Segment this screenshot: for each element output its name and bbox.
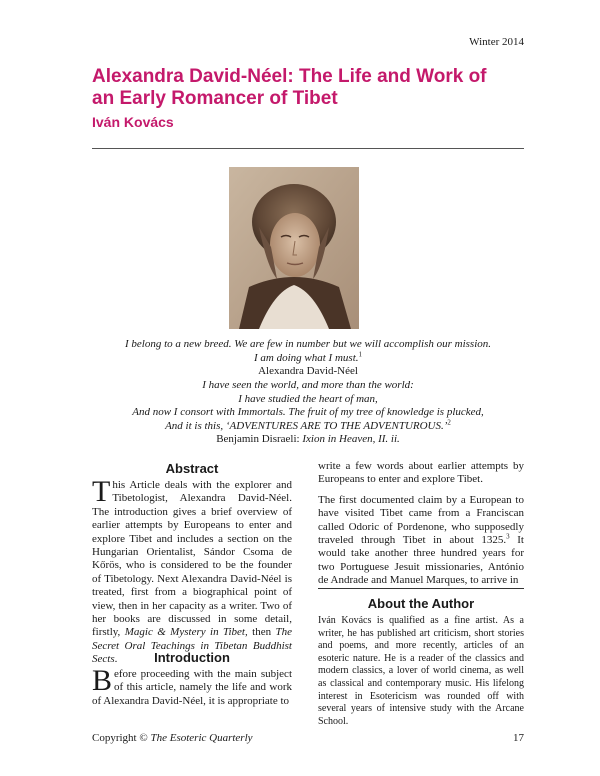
epigraph-1-line-1: I belong to a new breed. We are few in number but we will accomplish our mission. [124, 338, 492, 350]
epigraph-disraeli [92, 379, 524, 447]
epigraph-2-line-4: And it is this, ‘ADVENTURES ARE TO THE ADVENTUROUS.’ [165, 419, 448, 432]
about-author-heading: About the Author [367, 596, 475, 611]
issue-label: Winter 2014 [469, 36, 524, 48]
introduction-body [92, 664, 292, 715]
drop-cap: T [92, 475, 111, 508]
abstract-text-b: then [247, 626, 276, 639]
epigraph-david-neel [92, 338, 524, 379]
abstract-body [92, 475, 292, 674]
abstract-heading: Abstract [165, 461, 219, 476]
page-number: 17 [513, 732, 524, 744]
article-author: Iván Kovács [92, 114, 174, 130]
right-para-2-b: It would take another three hundred years for two Portuguese Jesuit missionaries, António de Andrade and Manuel Marques, to arrive in [318, 534, 524, 587]
abstract-text-a: his Article deals with the explorer and Tibetologist, Alexandra David-Néel. The introduction gives a brief overview of earlier attempts by Europeans to enter and explore Tibet and includes a section on the Hungarian Orientalist, Sándor Csoma de Kőrös, who is considered to be the founder of Tibetology. Next Alexandra David-Néel is treated, first from a biographical point of view, then in her capacity as a writer. Two of her books are discussed in some detail, firstly, [92, 479, 292, 639]
abstract-book-1: Magic & Mystery in Tibet, [124, 626, 248, 639]
introduction-text: efore proceeding with the main subject of this article, namely the life and work of Alexandra David-Néel, it is appropriate to [92, 668, 292, 707]
introduction-heading: Introduction [154, 650, 230, 665]
epigraph-2-attribution-work: Ixion in Heaven, II. ii. [302, 433, 400, 445]
body-paragraph-1 [318, 460, 524, 595]
journal-name: The Esoteric Quarterly [150, 732, 253, 744]
author-portrait-photo [229, 167, 359, 329]
right-para-2 [318, 494, 524, 588]
epigraph-2-attribution-prefix: Benjamin Disraeli: [216, 433, 303, 445]
title-divider [92, 148, 524, 149]
footnote-marker: 1 [358, 349, 362, 358]
drop-cap: B [92, 664, 113, 697]
about-author-body: Iván Kovács is qualified as a fine artist. As a writer, he has published art criticism, short stories and poems, and more recently, articles of an esoteric nature. He is a reader of the classics and modern classics, a lover of world cinema, as well as classical and contemporary music. His lifelong interest in Esotericism was rounded off with several years of intensive study with the Arcane School. [318, 615, 524, 727]
footnote-marker: 3 [506, 532, 510, 541]
epigraph-2-line-3: And now I consort with Immortals. The fruit of my tree of knowledge is plucked, [132, 406, 484, 418]
epigraph-2-line-2: I have studied the heart of man, [238, 392, 378, 405]
epigraph-1-attribution: Alexandra David-Néel [258, 365, 358, 377]
right-para-1: write a few words about earlier attempts by Europeans to enter and explore Tibet. [318, 460, 524, 486]
article-title: Alexandra David-Néel: The Life and Work of an Early Romancer of Tibet [92, 66, 487, 109]
epigraph-2-line-1: I have seen the world, and more than the world: [202, 379, 414, 391]
copyright-prefix: Copyright © [92, 732, 151, 744]
about-author-divider [318, 588, 524, 589]
epigraph-1-line-2: I am doing what I must. [254, 351, 359, 364]
footnote-marker: 2 [447, 417, 451, 426]
abstract-book-2: The Secret Oral Teachings in Tibetan Buddhist Sects [92, 626, 292, 666]
right-para-2-a: The first documented claim by a European to have visited Tibet came from a Franciscan called Odoric of Pordenone, who supposedly traveled through Tibet in about 1325. [318, 493, 524, 547]
abstract-text-c: . [114, 653, 118, 666]
footer-copyright [92, 732, 253, 744]
